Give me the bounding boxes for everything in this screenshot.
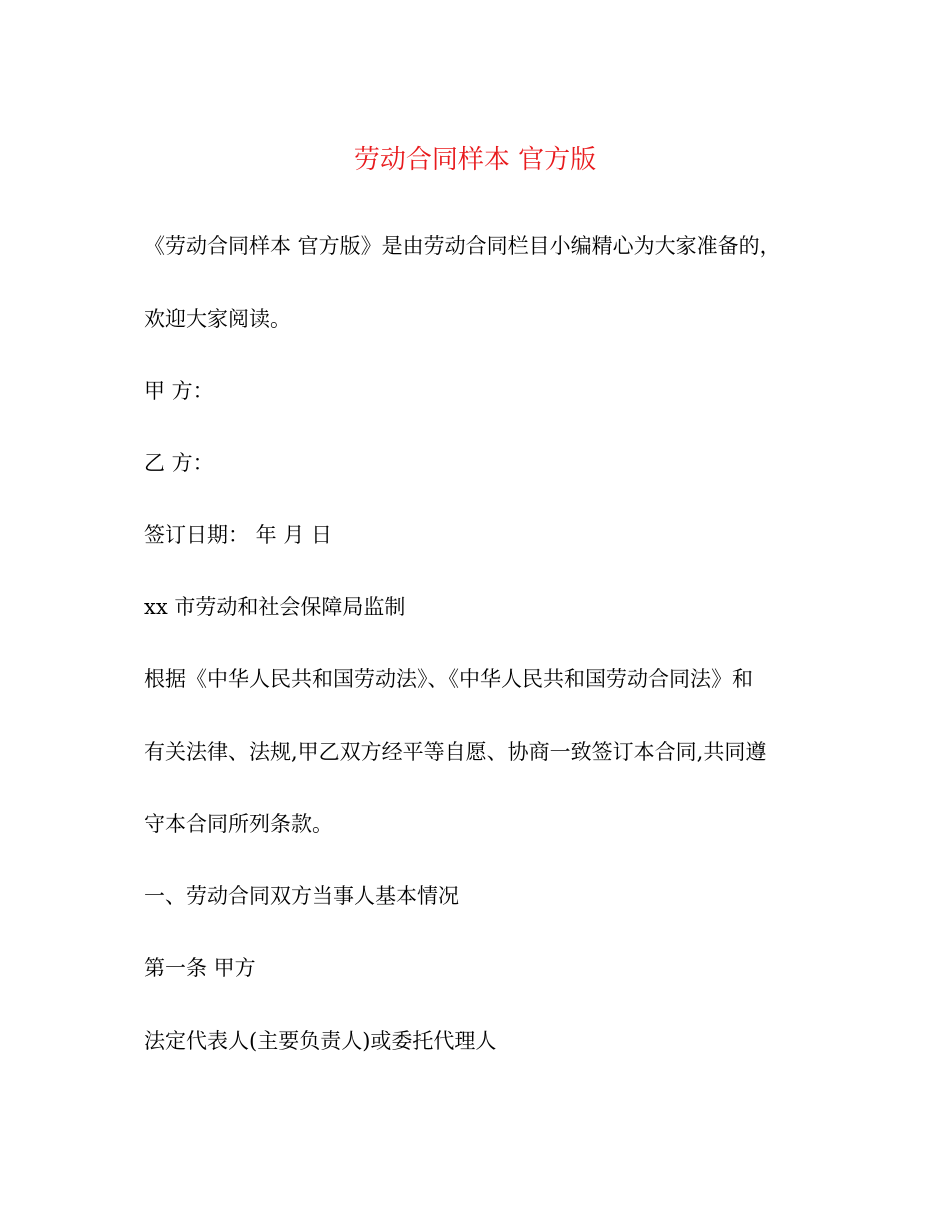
party-b-label: 乙 方： — [144, 451, 214, 475]
intro-line-2: 欢迎大家阅读。 — [144, 307, 291, 331]
document-title: 劳动合同样本 官方版 — [353, 145, 597, 175]
article-1-heading: 第一条 甲方 — [144, 956, 256, 980]
basis-line-3: 守本合同所列条款。 — [144, 812, 333, 836]
party-a-label: 甲 方： — [144, 379, 214, 403]
section-heading-1: 一、劳动合同双方当事人基本情况 — [144, 884, 459, 908]
signing-date-label: 签订日期： 年 月 日 — [144, 523, 333, 547]
supervisor-line: xx 市劳动和社会保障局监制 — [144, 595, 406, 619]
legal-representative-line: 法定代表人(主要负责人)或委托代理人 — [144, 1029, 497, 1053]
intro-line-1: 《劳动合同样本 官方版》是由劳动合同栏目小编精心为大家准备的， — [144, 234, 781, 258]
basis-line-2: 有关法律、法规,甲乙双方经平等自愿、协商一致签订本合同,共同遵 — [144, 740, 767, 764]
basis-line-1: 根据《中华人民共和国劳动法》、《中华人民共和国劳动合同法》和 — [144, 667, 753, 691]
